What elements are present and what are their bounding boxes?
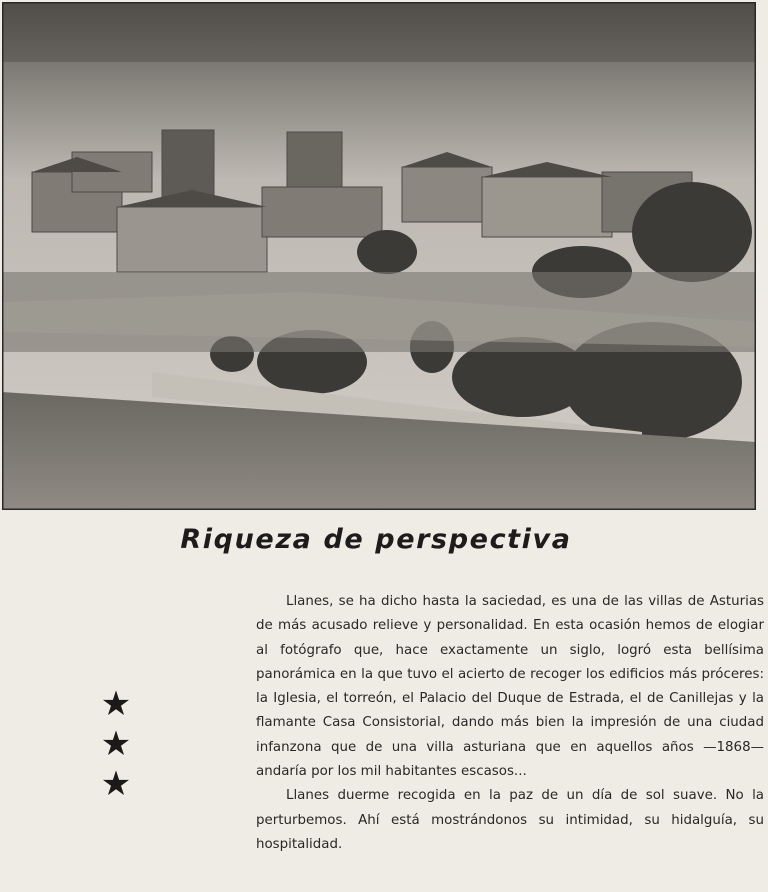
historic-town-photograph bbox=[2, 2, 756, 510]
article-body bbox=[256, 590, 764, 857]
star-icon: ★ bbox=[100, 764, 132, 804]
article-paragraph: Llanes duerme recogida en la paz de un día de sol suave. No la perturbemos. Ahí está mostrándonos su intimidad, su hidalguía, su hospitalidad. bbox=[256, 788, 764, 852]
star-ornament-column bbox=[98, 686, 134, 806]
article-title: Riqueza de perspectiva bbox=[180, 524, 572, 555]
star-icon: ★ bbox=[100, 684, 132, 724]
town-panorama-photo bbox=[2, 2, 756, 510]
article-paragraph: Llanes, se ha dicho hasta la saciedad, es una de las villas de Asturias de más acusado relieve y personalidad. En esta ocasión hemos de elogiar al fotógrafo que, hace exactamente un siglo, logró esta bellísima panorámica en la que tuvo el acierto de recoger los edificios más próceres: la Iglesia, el torreón, el Palacio del Duque de Estrada, el de Canillejas y la flamante Casa Consistorial, dando más bien la impresión de una ciudad infanzona que de una villa asturiana que en aquellos años —1868— andaría por los mil habitantes escasos... bbox=[256, 594, 764, 780]
star-icon: ★ bbox=[100, 724, 132, 764]
